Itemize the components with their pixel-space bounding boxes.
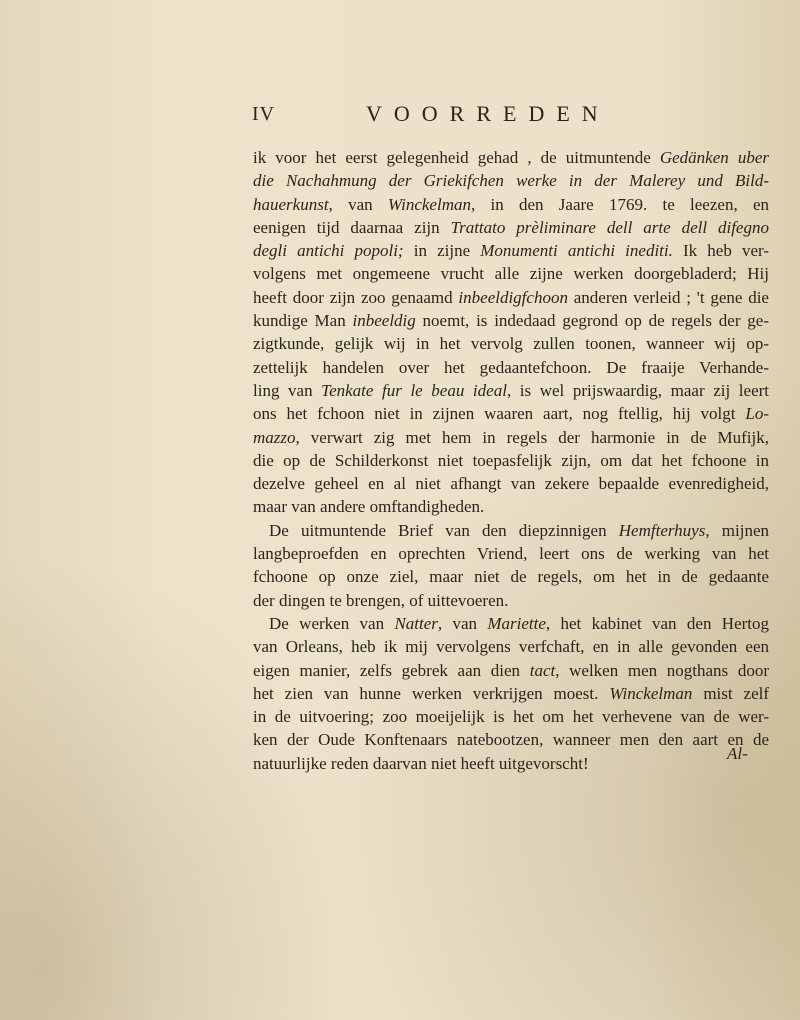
text-run: De uitmuntende Brief van den diepzinnigen bbox=[269, 520, 619, 540]
text-line bbox=[253, 426, 769, 449]
italic-text: Monumenti antichi inediti. bbox=[480, 241, 673, 261]
text-line bbox=[253, 193, 769, 216]
text-run: dezelve geheel en al niet afhangt van zekere bepaalde evenredigheid, bbox=[253, 474, 769, 494]
text-run: maar van andere omftandigheden. bbox=[253, 497, 485, 517]
page-number: IV bbox=[252, 103, 276, 125]
text-run: ik voor het eerst gelegenheid gehad , de uitmuntende bbox=[253, 148, 660, 167]
text-run: kundige Man bbox=[253, 311, 353, 331]
text-run: , welken men nogthans door bbox=[555, 660, 769, 680]
text-line bbox=[253, 449, 769, 472]
text-run: die op de Schilderkonst niet toepasfelijk zijn, om dat het fchoone in bbox=[253, 450, 769, 470]
text-run: , verwart zig met hem in regels der harmonie in de Mufijk, bbox=[295, 427, 769, 447]
text-line bbox=[253, 169, 769, 192]
running-title: VOORREDEN bbox=[366, 101, 610, 126]
text-run: zettelijk handelen over het gedaantefchoon. De fraaije Verhande- bbox=[253, 357, 769, 377]
italic-text: inbeeldigfchoon bbox=[458, 287, 568, 307]
italic-text: Hemfterhuys bbox=[618, 520, 706, 540]
body-text bbox=[253, 146, 769, 775]
text-run: eenigen tijd daarnaa zijn bbox=[253, 217, 451, 237]
text-line bbox=[253, 309, 769, 332]
text-run: zigtkunde, gelijk wij in het vervolg zullen toonen, wanneer wij op- bbox=[253, 334, 769, 354]
text-line bbox=[253, 216, 769, 239]
text-run: Ik heb ver- bbox=[672, 241, 770, 261]
text-line bbox=[253, 565, 769, 588]
italic-text: Tenkate fur le beau ideal bbox=[321, 380, 507, 400]
italic-text: hauerkunst bbox=[253, 194, 329, 214]
text-line bbox=[253, 379, 769, 402]
text-line bbox=[253, 402, 769, 425]
italic-text: inbeeldig bbox=[352, 311, 416, 331]
text-run: het zien van hunne werken verkrijgen moest. bbox=[253, 683, 610, 703]
text-run: , mijnen bbox=[705, 520, 769, 540]
italic-text: Gedänken uber bbox=[659, 148, 770, 167]
italic-text: Natter bbox=[394, 613, 438, 633]
text-line bbox=[253, 728, 769, 751]
text-line bbox=[253, 589, 769, 612]
text-line bbox=[253, 705, 769, 728]
text-line bbox=[253, 286, 769, 309]
italic-text: Mariette bbox=[487, 613, 546, 633]
text-line bbox=[253, 146, 769, 169]
text-line bbox=[253, 332, 769, 355]
text-run: ken der Oude Konftenaars natebootzen, wanneer men den aart en de bbox=[253, 730, 769, 750]
text-run: der dingen te brengen, of uittevoeren. bbox=[253, 590, 509, 610]
text-run: heeft door zijn zoo genaamd bbox=[253, 287, 459, 307]
text-run: anderen verleid ; 't gene die bbox=[567, 287, 769, 307]
text-run: van Orleans, heb ik mij vervolgens verfchaft, en in alle gevonden een bbox=[253, 637, 769, 657]
catchword: Al- bbox=[727, 744, 748, 763]
italic-text: tact bbox=[529, 660, 556, 680]
italic-text: Winckelman bbox=[387, 194, 471, 214]
text-run: De werken van bbox=[269, 613, 395, 633]
text-run: , is wel prijswaardig, maar zij leert bbox=[506, 380, 769, 400]
text-run: noemt, is indedaad gegrond op de regels der ge- bbox=[415, 311, 769, 331]
italic-text: Trattato prèliminare dell arte dell difegno bbox=[450, 217, 769, 237]
text-line bbox=[253, 356, 769, 379]
text-run: ons het fchoon niet in zijnen waaren aart, nog ftellig, hij volgt bbox=[253, 404, 746, 424]
text-line bbox=[253, 519, 769, 542]
text-run: volgens met ongemeene vrucht alle zijne werken doorgebladerd; Hij bbox=[253, 264, 769, 284]
text-line bbox=[253, 682, 769, 705]
text-run: mist zelf bbox=[692, 683, 769, 703]
text-run: eigen manier, zelfs gebrek aan dien bbox=[253, 660, 530, 680]
text-run: in zijne bbox=[403, 241, 481, 261]
text-line bbox=[253, 635, 769, 658]
italic-text: die Nachahmung der Griekifchen werke in der Malerey und Bild- bbox=[253, 171, 769, 191]
italic-text: mazzo bbox=[253, 427, 296, 447]
text-line bbox=[253, 752, 769, 775]
text-run: ling van bbox=[253, 380, 322, 400]
italic-text: Winckelman bbox=[609, 683, 693, 703]
text-run: , van bbox=[328, 194, 388, 214]
text-run: , van bbox=[437, 613, 488, 633]
page-header bbox=[252, 101, 772, 131]
text-line bbox=[253, 542, 769, 565]
text-line bbox=[253, 495, 769, 518]
italic-text: degli antichi popoli; bbox=[253, 241, 404, 261]
text-line bbox=[253, 612, 769, 635]
text-run: in de uitvoering; zoo moeijelijk is het om het verhevene van de wer- bbox=[253, 707, 769, 727]
text-line bbox=[253, 262, 769, 285]
text-line bbox=[253, 472, 769, 495]
text-run: natuurlijke reden daarvan niet heeft uitgevorscht! bbox=[253, 753, 589, 773]
text-run: , het kabinet van den Hertog bbox=[545, 613, 769, 633]
text-line bbox=[253, 239, 769, 262]
text-run: langbeproefden en oprechten Vriend, leert ons de werking van het bbox=[253, 544, 769, 564]
text-line bbox=[253, 659, 769, 682]
text-run: , in den Jaare 1769. te leezen, en bbox=[470, 194, 770, 214]
italic-text: Lo- bbox=[745, 404, 769, 424]
text-run: fchoone op onze ziel, maar niet de regels, om het in de gedaante bbox=[253, 567, 769, 587]
